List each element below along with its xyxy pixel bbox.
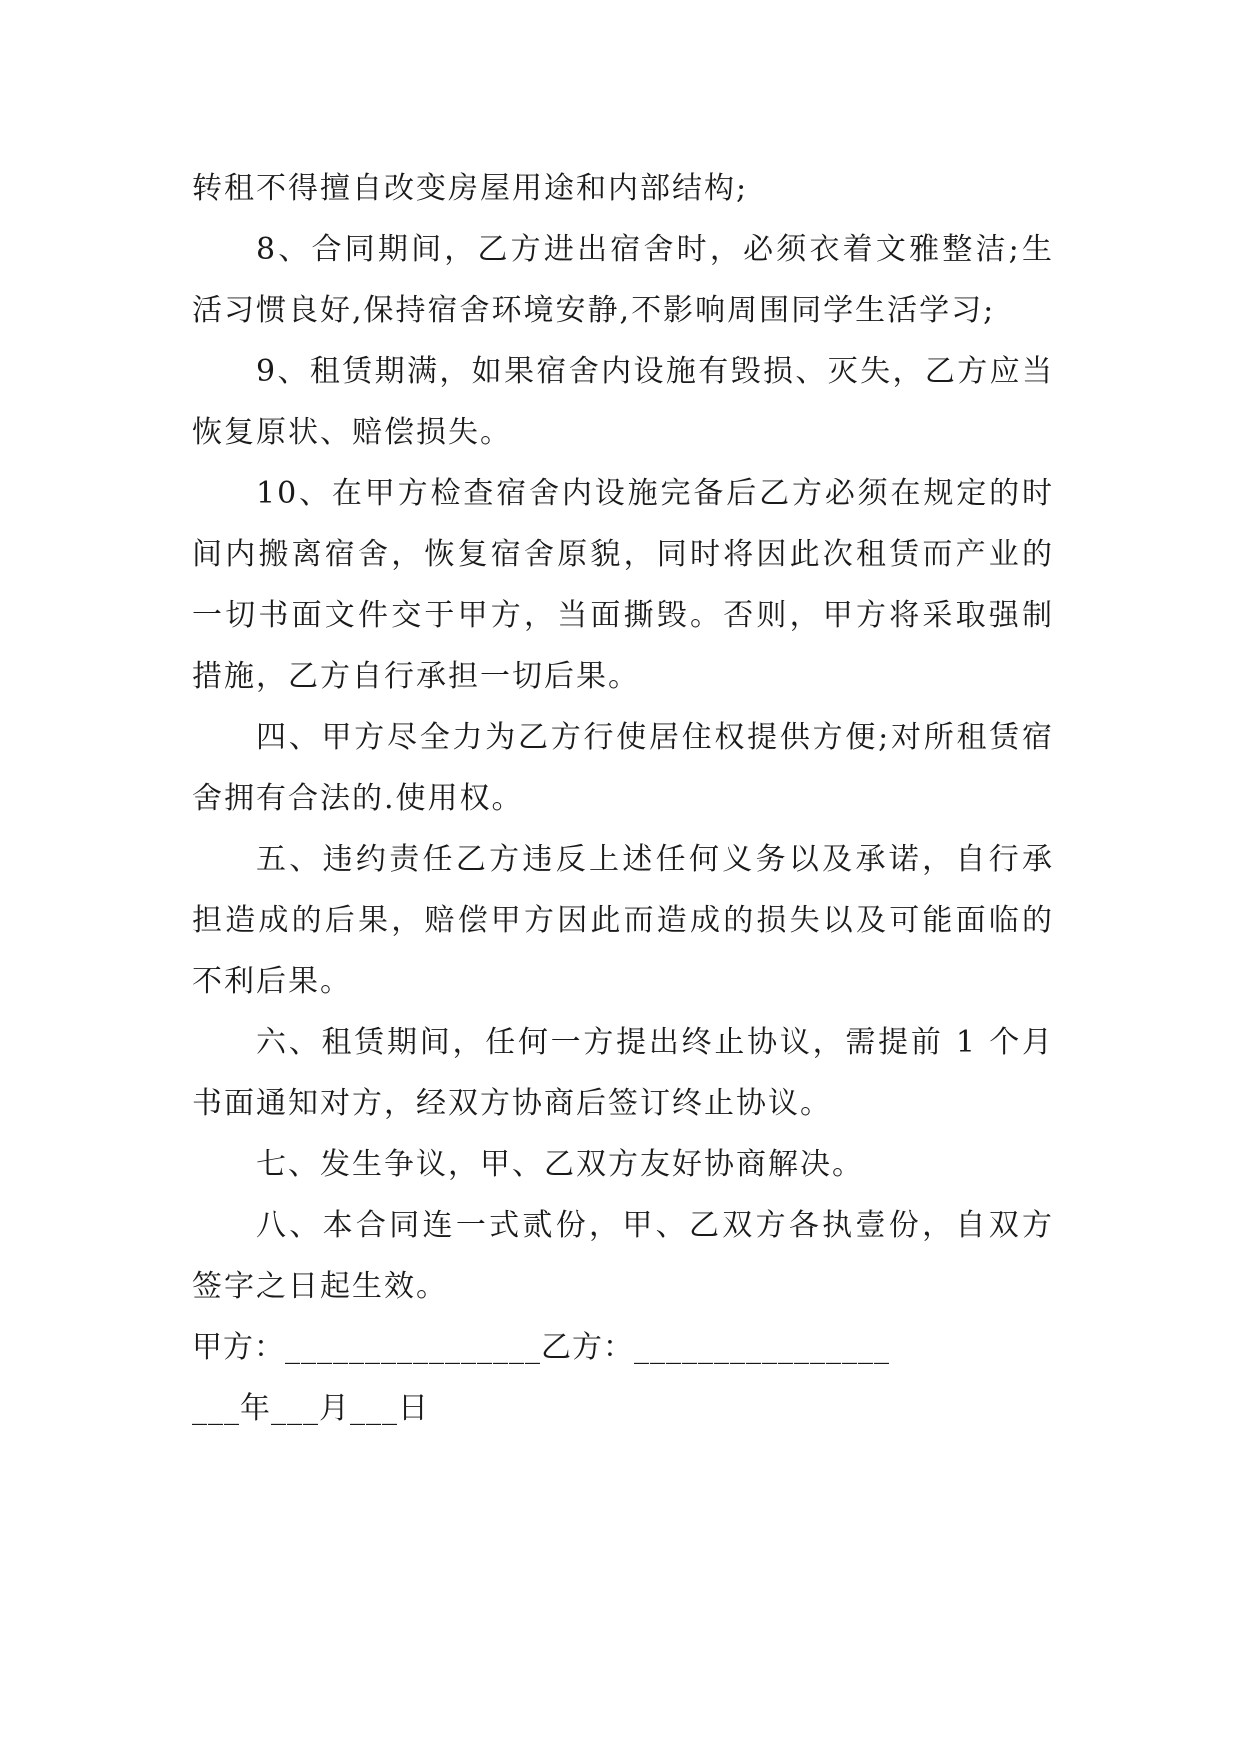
- paragraph: 四、甲方尽全力为乙方行使居住权提供方便;对所租赁宿舍拥有合法的.使用权。: [192, 720, 1054, 816]
- paragraph: 八、本合同连一式贰份，甲、乙双方各执壹份，自双方签字之日起生效。: [192, 1208, 1054, 1304]
- paragraph: 8、合同期间，乙方进出宿舍时，必须衣着文雅整洁;生活习惯良好,保持宿舍环境安静,不影响周围同学生活学习;: [192, 232, 1054, 328]
- signature-line: 甲方：________________乙方：________________: [192, 1330, 890, 1365]
- paragraph: 七、发生争议，甲、乙双方友好协商解决。: [256, 1147, 864, 1182]
- paragraph: 9、租赁期满，如果宿舍内设施有毁损、灭失，乙方应当恢复原状、赔偿损失。: [192, 354, 1054, 450]
- paragraph: 10、在甲方检查宿舍内设施完备后乙方必须在规定的时间内搬离宿舍，恢复宿舍原貌，同时将因此次租赁而产业的一切书面文件交于甲方，当面撕毁。否则，甲方将采取强制措施，乙方自行承担一切后果。: [192, 476, 1054, 694]
- contract-body: [192, 158, 1054, 1439]
- date-line: ___年___月___日: [192, 1391, 429, 1426]
- paragraph: 五、违约责任乙方违反上述任何义务以及承诺，自行承担造成的后果，赔偿甲方因此而造成的损失以及可能面临的不利后果。: [192, 842, 1054, 999]
- paragraph: 六、租赁期间，任何一方提出终止协议，需提前 1 个月书面通知对方，经双方协商后签订终止协议。: [192, 1025, 1054, 1121]
- paragraph: 转租不得擅自改变房屋用途和内部结构;: [192, 171, 749, 206]
